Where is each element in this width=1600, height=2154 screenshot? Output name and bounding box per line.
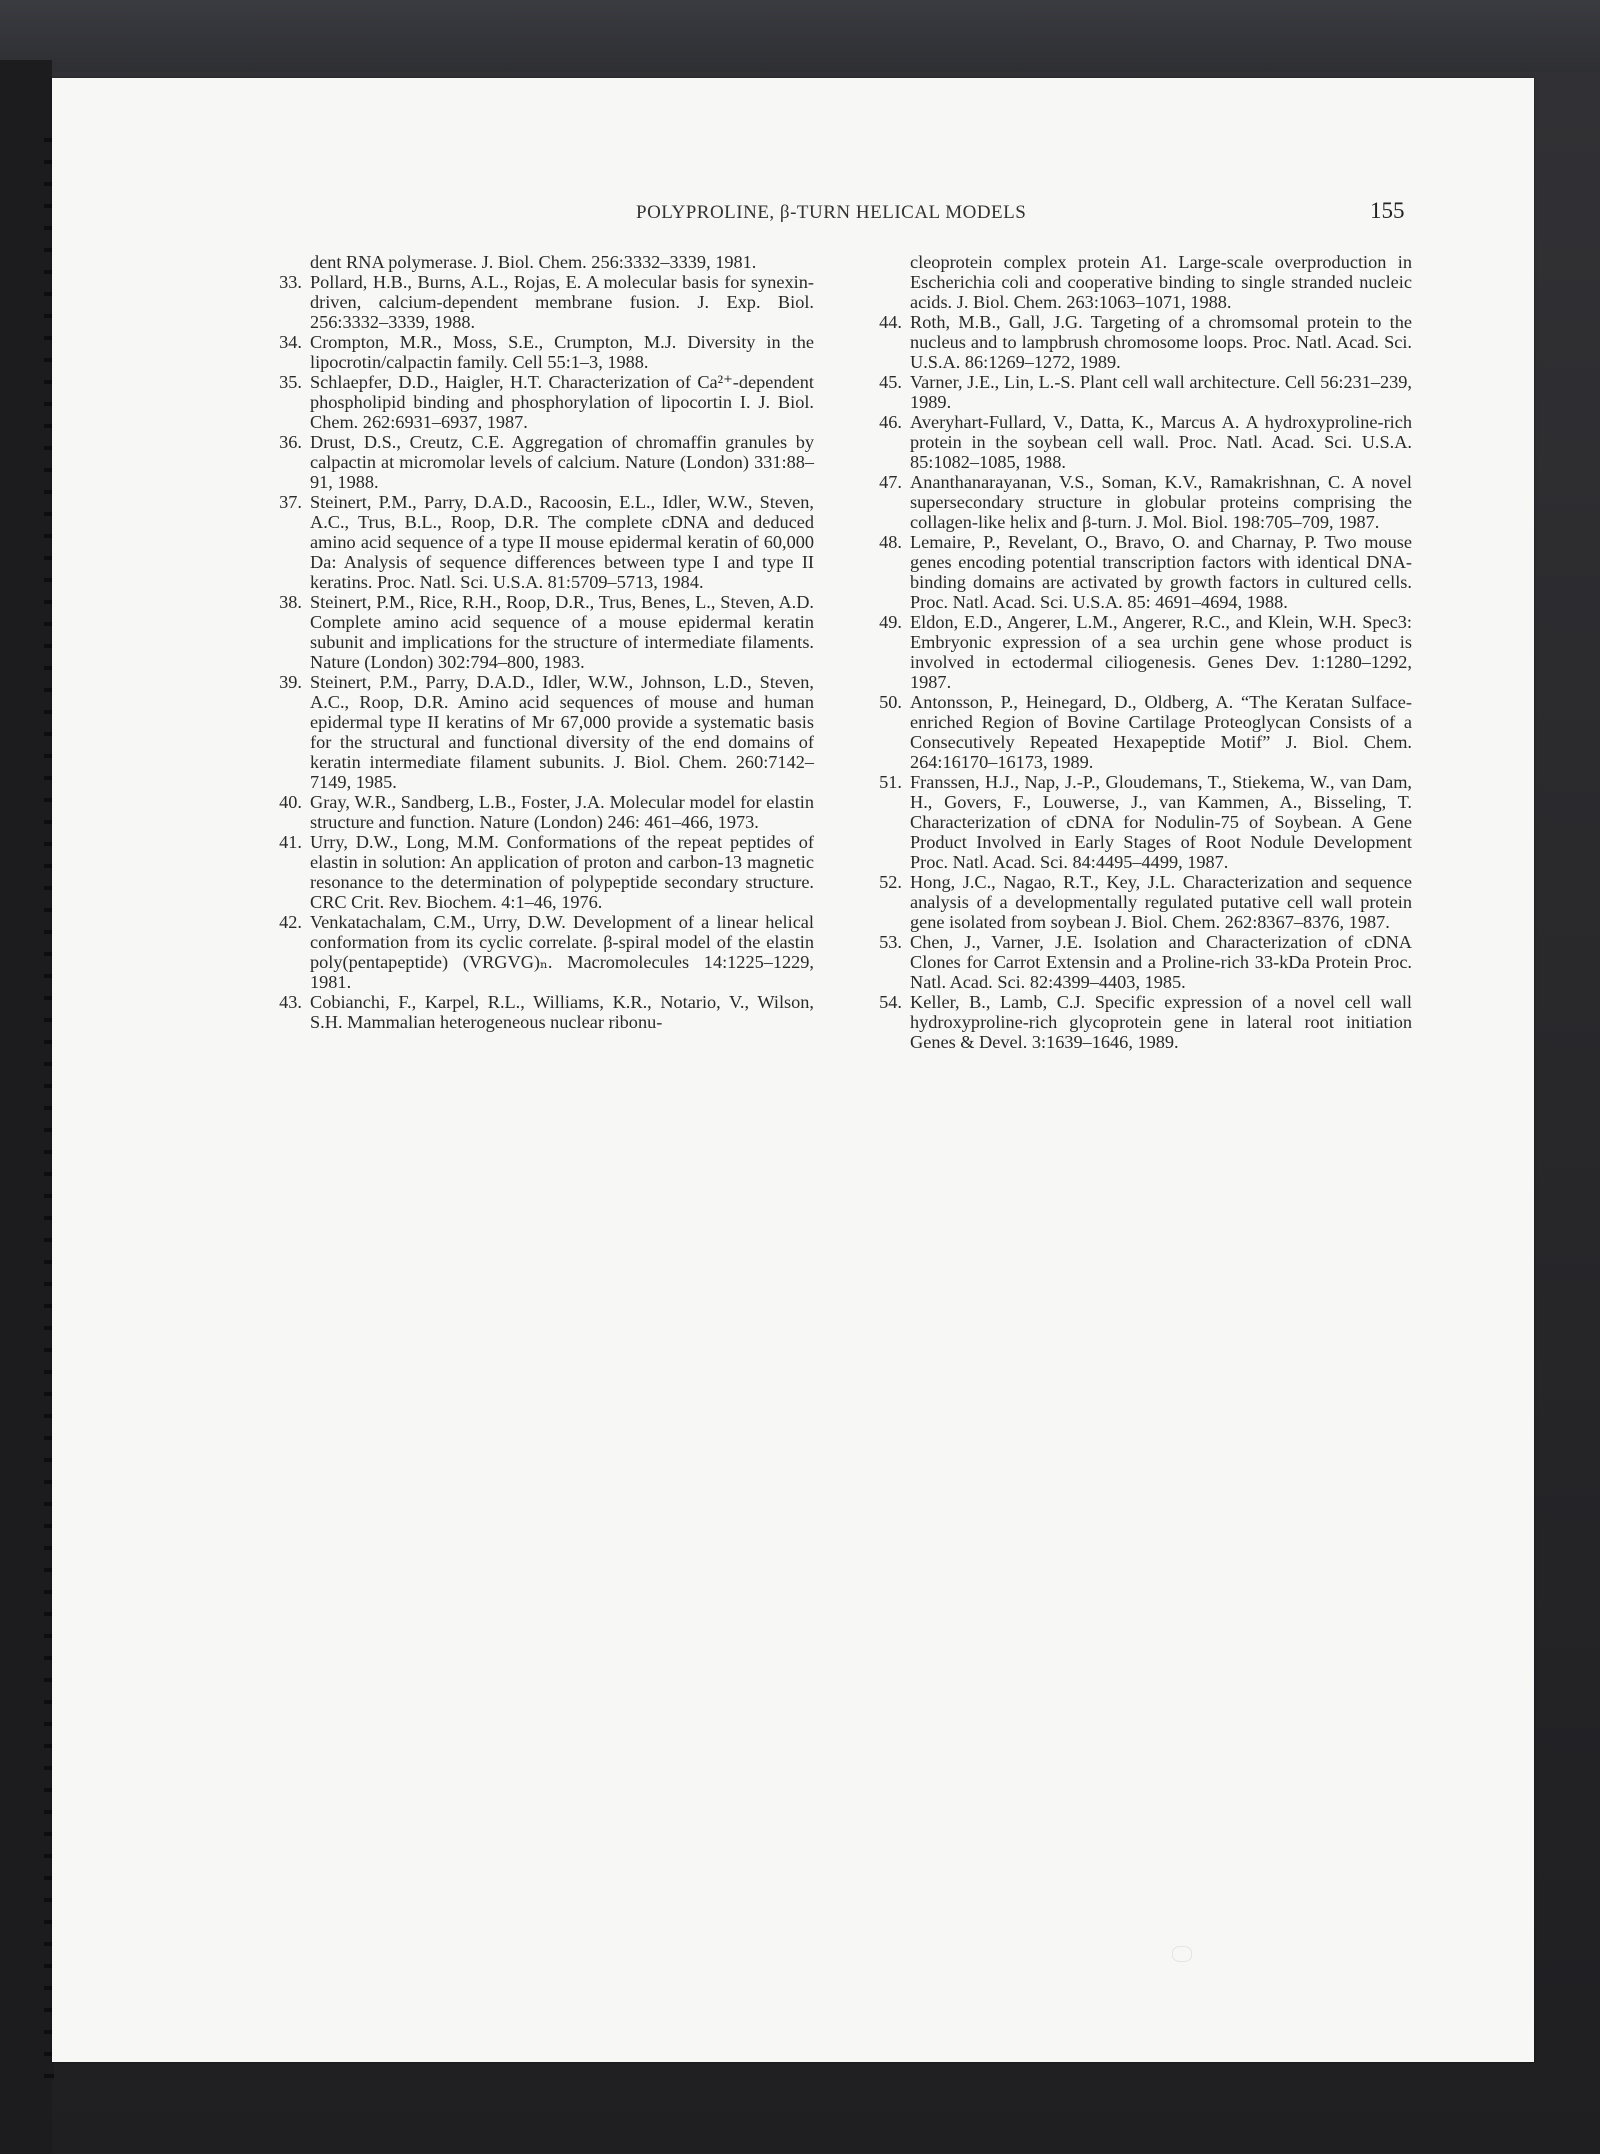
reference-item: [268, 432, 814, 492]
reference-number: 45.: [879, 372, 902, 392]
reference-column-left: [268, 252, 814, 1032]
reference-continuation: dent RNA polymerase. J. Biol. Chem. 256:3332–3339, 1981.: [310, 252, 757, 272]
reference-number: 51.: [879, 772, 902, 792]
reference-number: 34.: [279, 332, 302, 352]
reference-text: Steinert, P.M., Parry, D.A.D., Idler, W.W., Johnson, L.D., Steven, A.C., Roop, D.R. Amino acid sequences of mouse and human epidermal type II keratins of Mr 67,000 provide a systematic basis for the structural and functional diversity of the end domains of keratin intermediate filament subunits. J. Biol. Chem. 260:7142–7149, 1985.: [310, 672, 814, 792]
reference-item: [868, 872, 1412, 932]
reference-text: Hong, J.C., Nagao, R.T., Key, J.L. Characterization and sequence analysis of a developmentally regulated putative cell wall protein gene isolated from soybean J. Biol. Chem. 262:8367–8376, 1987.: [910, 872, 1412, 932]
reference-item: [268, 492, 814, 592]
reference-text: Franssen, H.J., Nap, J.-P., Gloudemans, T., Stiekema, W., van Dam, H., Govers, F., Louwerse, J., van Kammen, A., Bisseling, T. Characterization of cDNA for Nodulin-75 of Soybean. A Gene Product Involved in Early Stages of Root Nodule Development Proc. Natl. Acad. Sci. 84:4495–4499, 1987.: [910, 772, 1412, 872]
reference-item: [268, 832, 814, 912]
reference-item: [268, 272, 814, 332]
reference-text: Venkatachalam, C.M., Urry, D.W. Development of a linear helical conformation from its cyclic correlate. β-spiral model of the elastin poly(pentapeptide) (VRGVG)ₙ. Macromolecules 14:1225–1229, 1981.: [310, 912, 814, 992]
running-title: POLYPROLINE, β-TURN HELICAL MODELS: [636, 202, 1027, 223]
reference-number: 54.: [879, 992, 902, 1012]
reference-number: 52.: [879, 872, 902, 892]
reference-number: 43.: [279, 992, 302, 1012]
reference-text: Varner, J.E., Lin, L.-S. Plant cell wall architecture. Cell 56:231–239, 1989.: [910, 372, 1412, 412]
reference-item: [868, 612, 1412, 692]
reference-text: Crompton, M.R., Moss, S.E., Crumpton, M.J. Diversity in the lipocrotin/calpactin family. Cell 55:1–3, 1988.: [310, 332, 814, 372]
reference-item: [268, 592, 814, 672]
scanner-top-edge: [0, 0, 1600, 72]
reference-text: Pollard, H.B., Burns, A.L., Rojas, E. A molecular basis for synexin-driven, calcium-dependent membrane fusion. J. Exp. Biol. 256:3332–3339, 1988.: [310, 272, 814, 332]
reference-item: [268, 672, 814, 792]
reference-number: 44.: [879, 312, 902, 332]
reference-text: Chen, J., Varner, J.E. Isolation and Characterization of cDNA Clones for Carrot Extensin and a Proline-rich 33-kDa Protein Proc. Natl. Acad. Sci. 82:4399–4403, 1985.: [910, 932, 1412, 992]
reference-item: [268, 332, 814, 372]
paper-stain: [1172, 1946, 1192, 1962]
reference-text: Keller, B., Lamb, C.J. Specific expression of a novel cell wall hydroxyproline-rich glycoprotein gene in lateral root initiation Genes & Devel. 3:1639–1646, 1989.: [910, 992, 1412, 1052]
reference-item: [868, 692, 1412, 772]
reference-number: 35.: [279, 372, 302, 392]
reference-item: [868, 932, 1412, 992]
reference-item: [268, 372, 814, 432]
reference-number: 42.: [279, 912, 302, 932]
reference-number: 33.: [279, 272, 302, 292]
reference-number: 48.: [879, 532, 902, 552]
reference-number: 50.: [879, 692, 902, 712]
reference-item: [868, 472, 1412, 532]
reference-number: 41.: [279, 832, 302, 852]
reference-column-right: [868, 252, 1412, 1052]
reference-list-left: [268, 272, 814, 1032]
reference-item: [268, 992, 814, 1032]
reference-text: Cobianchi, F., Karpel, R.L., Williams, K.R., Notario, V., Wilson, S.H. Mammalian heterogeneous nuclear ribonu-: [310, 992, 814, 1032]
reference-item: [868, 372, 1412, 412]
reference-number: 40.: [279, 792, 302, 812]
reference-item: [868, 412, 1412, 472]
reference-text: Lemaire, P., Revelant, O., Bravo, O. and Charnay, P. Two mouse genes encoding potential transcription factors with identical DNA-binding domains are activated by growth factors in cultured cells. Proc. Natl. Acad. Sci. U.S.A. 85: 4691–4694, 1988.: [910, 532, 1412, 612]
reference-text: Urry, D.W., Long, M.M. Conformations of the repeat peptides of elastin in solution: An application of proton and carbon-13 magnetic resonance to the determination of polypeptide secondary structure. CRC Crit. Rev. Biochem. 4:1–46, 1976.: [310, 832, 814, 912]
reference-text: Steinert, P.M., Parry, D.A.D., Racoosin, E.L., Idler, W.W., Steven, A.C., Trus, B.L., Roop, D.R. The complete cDNA and deduced amino acid sequence of a type II mouse epidermal keratin of 60,000 Da: Analysis of sequence differences between type I and type II keratins. Proc. Natl. Sci. U.S.A. 81:5709–5713, 1984.: [310, 492, 814, 592]
reference-number: 36.: [279, 432, 302, 452]
reference-text: Gray, W.R., Sandberg, L.B., Foster, J.A. Molecular model for elastin structure and function. Nature (London) 246: 461–466, 1973.: [310, 792, 814, 832]
reference-text: Roth, M.B., Gall, J.G. Targeting of a chromsomal protein to the nucleus and to lampbrush chromosome loops. Proc. Natl. Acad. Sci. U.S.A. 86:1269–1272, 1989.: [910, 312, 1412, 372]
reference-number: 39.: [279, 672, 302, 692]
reference-text: Averyhart-Fullard, V., Datta, K., Marcus A. A hydroxyproline-rich protein in the soybean cell wall. Proc. Natl. Acad. Sci. U.S.A. 85:1082–1085, 1988.: [910, 412, 1412, 472]
reference-number: 46.: [879, 412, 902, 432]
reference-item: [268, 792, 814, 832]
reference-text: Drust, D.S., Creutz, C.E. Aggregation of chromaffin granules by calpactin at micromolar levels of calcium. Nature (London) 331:88–91, 1988.: [310, 432, 814, 492]
reference-number: 38.: [279, 592, 302, 612]
reference-item: [268, 912, 814, 992]
reference-text: Steinert, P.M., Rice, R.H., Roop, D.R., Trus, Benes, L., Steven, A.D. Complete amino acid sequence of a mouse epidermal keratin subunit and implications for the structure of intermediate filaments. Nature (London) 302:794–800, 1983.: [310, 592, 814, 672]
reference-text: Ananthanarayanan, V.S., Soman, K.V., Ramakrishnan, C. A novel supersecondary structure in globular proteins comprising the collagen-like helix and β-turn. J. Mol. Biol. 198:705–709, 1987.: [910, 472, 1412, 532]
reference-item: [868, 772, 1412, 872]
reference-number: 53.: [879, 932, 902, 952]
running-header: [0, 198, 1600, 230]
reference-item: [868, 532, 1412, 612]
reference-item: [868, 992, 1412, 1052]
reference-text: Schlaepfer, D.D., Haigler, H.T. Characterization of Ca²⁺-dependent phospholipid binding and phosphorylation of lipocortin I. J. Biol. Chem. 262:6931–6937, 1987.: [310, 372, 814, 432]
reference-number: 47.: [879, 472, 902, 492]
reference-number: 37.: [279, 492, 302, 512]
reference-number: 49.: [879, 612, 902, 632]
reference-list-right: [868, 312, 1412, 1052]
page-number: 155: [1370, 198, 1405, 223]
reference-text: Antonsson, P., Heinegard, D., Oldberg, A. “The Keratan Sulface-enriched Region of Bovine Cartilage Proteoglycan Consists of a Consecutively Repeated Hexapeptide Motif” J. Biol. Chem. 264:16170–16173, 1989.: [910, 692, 1412, 772]
reference-continuation: cleoprotein complex protein A1. Large-scale overproduction in Escherichia coli and cooperative binding to single stranded nucleic acids. J. Biol. Chem. 263:1063–1071, 1988.: [910, 252, 1412, 312]
reference-item: [868, 312, 1412, 372]
reference-text: Eldon, E.D., Angerer, L.M., Angerer, R.C., and Klein, W.H. Spec3: Embryonic expression of a sea urchin gene whose product is involved in ectodermal ciliogenesis. Genes Dev. 1:1280–1292, 1987.: [910, 612, 1412, 692]
